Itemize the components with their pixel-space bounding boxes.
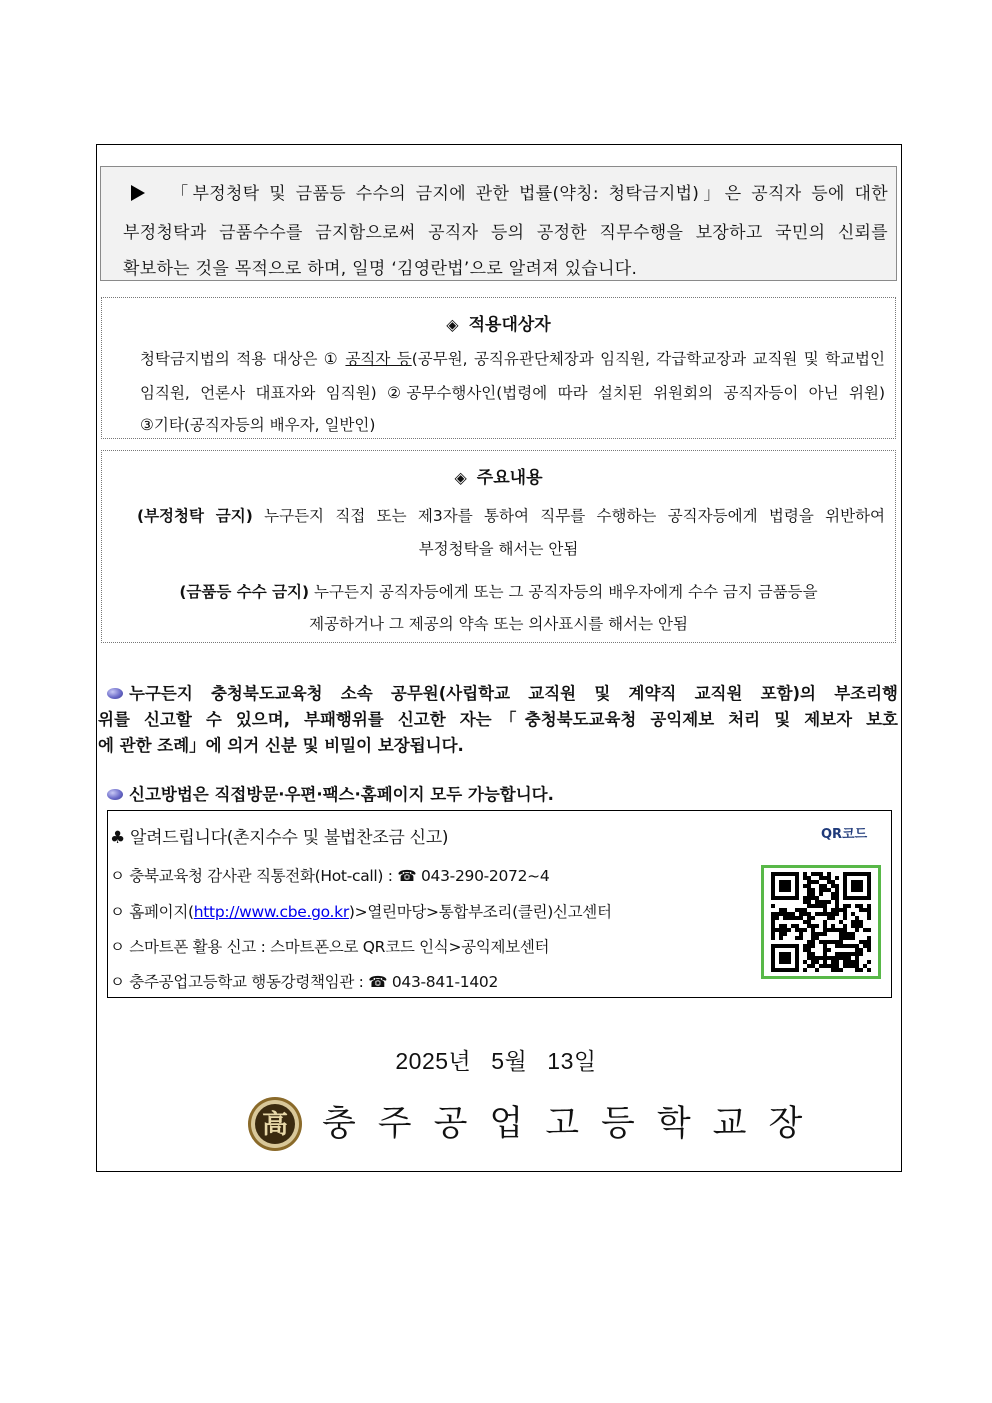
notice-officer: ㅇ 충주공업고등학교 행동강령책임관 : ☎ 043-841-1402: [110, 973, 499, 991]
target-line-1: 청탁금지법의 적용 대상은 ① 공직자 등(공무원, 공직유관단체장과 임직원, 각급학교장과 교직원 및 학교법인: [140, 350, 885, 368]
target-line-2: 임직원, 언론사 대표자와 임직원) ②공무수행사인(법령에 따라 설치된 위원회의 공직자등이 아닌 위원): [140, 384, 885, 402]
content-section: [101, 450, 896, 643]
bullet-icon: [107, 688, 123, 699]
qr-code-icon: [764, 868, 878, 976]
seal-character: 高: [261, 1110, 289, 1140]
notice-hotline: ㅇ 충북교육청 감사관 직통전화(Hot-call) : ☎ 043-290-2072~4: [110, 867, 550, 885]
report-method: 신고방법은 직접방문·우편·팩스·홈페이지 모두 가능합니다.: [107, 781, 907, 805]
qr-label: QR코드: [821, 827, 868, 842]
content-p2-line-2: 제공하거나 그 제공의 약속 또는 의사표시를 해서는 안됨: [309, 615, 688, 633]
website-link[interactable]: http://www.cbe.go.kr: [193, 903, 349, 921]
content-p1-line-1: (부정청탁 금지) 누구든지 직접 또는 제3자를 통하여 직무를 수행하는 공직자등에게 법령을 위반하여: [137, 507, 886, 525]
content-title: ◈ 주요내용: [454, 468, 543, 488]
intro-box: [100, 166, 897, 281]
diamond-icon: ◈: [446, 315, 459, 334]
issue-date: 2025년 5월 13일: [395, 1048, 597, 1074]
school-principal-name: 충주공업고등학교장: [322, 1104, 825, 1144]
target-line-3: ③기타(공직자등의 배우자, 일반인): [140, 416, 376, 434]
target-section: [101, 297, 896, 439]
report-line-3: 에 관한 조례」에 의거 신분 및 비밀이 보장됩니다.: [98, 736, 464, 755]
notice-title: ♣ 알려드립니다(촌지수수 및 불법찬조금 신고): [110, 828, 449, 848]
report-line-2: 위를 신고할 수 있으며, 부패행위를 신고한 자는「충청북도교육청 공익제보 처리 및 제보자 보호: [98, 710, 898, 729]
content-p2-line-1: (금품등 수수 금지) 누구든지 공직자등에게 또는 그 공직자등의 배우자에게 수수 금지 금품등을: [179, 583, 818, 601]
qr-code-image[interactable]: [761, 865, 881, 979]
intro-line-3: 확보하는 것을 목적으로 하며, 일명 ‘김영란법’으로 알려져 있습니다.: [123, 259, 638, 279]
notice-website: ㅇ 홈페이지(http://www.cbe.go.kr)>열린마당>통합부조리(클린)신고센터: [110, 903, 612, 921]
intro-line-2: 부정청탁과 금품수수를 금지함으로써 공직자 등의 공정한 직무수행을 보장하고 국민의 신뢰를: [123, 223, 888, 243]
content-p1-line-2: 부정청탁을 해서는 안됨: [418, 540, 579, 558]
notice-smartphone: ㅇ 스마트폰 활용 신고 : 스마트폰으로 QR코드 인식>공익제보센터: [110, 938, 550, 956]
intro-line-1: 「부정청탁 및 금품등 수수의 금지에 관한 법률(약칭: 청탁금지법)」은 공직자 등에 대한: [131, 179, 888, 204]
diamond-icon: ◈: [454, 468, 467, 487]
notice-box: [107, 810, 892, 998]
triangle-bullet-icon: [131, 185, 145, 201]
target-title: ◈ 적용대상자: [446, 315, 551, 335]
school-seal-icon: [246, 1095, 304, 1153]
bullet-icon: [107, 789, 123, 800]
report-line-1: 누구든지 충청북도교육청 소속 공무원(사립학교 교직원 및 계약직 교직원 포함)의 부조리행: [107, 680, 898, 704]
